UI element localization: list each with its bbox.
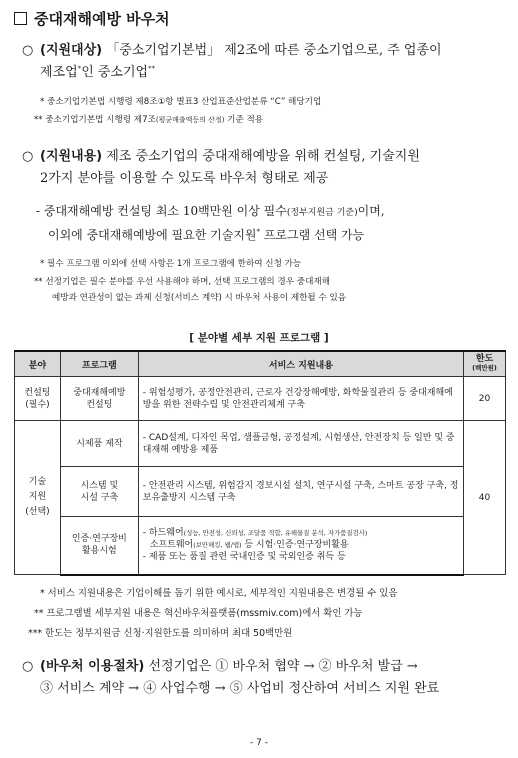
table-row	[15, 517, 506, 575]
cell-limit: 20	[464, 377, 506, 421]
note-criteria	[34, 112, 263, 128]
table-row	[15, 467, 506, 517]
dash-text: - 중대재해예방 컨설팅 최소 10백만원 이상 필수	[36, 204, 287, 218]
table-row	[15, 421, 506, 467]
content-sub: (성능, 안전성, 신뢰성, 조달품 적합, 유해물질 분석, 자가품질검사)	[183, 529, 368, 538]
note-criteria-tail: 기준 적용	[224, 115, 264, 125]
cell-limit: 40	[464, 421, 506, 575]
note-criteria-sub: (평균매출액등의 산정)	[155, 116, 225, 124]
cell-program	[60, 517, 138, 575]
table-header-row	[15, 351, 506, 377]
procedure-text: 선정기업은 ① 바우처 협약 → ② 바우처 발급 →	[148, 659, 418, 674]
section-title-text: 중대재해예방 바우처	[34, 10, 170, 28]
field-text: (필수)	[25, 399, 50, 410]
cell-field	[15, 421, 61, 575]
note-restriction: 예방과 연관성이 없는 과제 신청(서비스 계약) 시 바우처 사용이 제한될 수 있음	[52, 293, 347, 303]
content-sub: (보안해킹, 웹/앱)	[193, 541, 242, 550]
content-text: 등 시험·인증·연구장비활용	[241, 540, 349, 551]
header-limit	[464, 351, 506, 377]
support-content-label: (지원내용)	[40, 149, 103, 164]
support-target-text: 「중소기업기본법」 제2조에 따른 중소기업으로, 주 업종이	[106, 43, 442, 58]
dash-text-2: 이외에 중대재해예방에 필요한 기술지원	[48, 228, 257, 242]
dash-sub: (정부지원금 기준)	[286, 208, 358, 218]
content-text: - 제품 또는 품질 관련 국내인증 및 국외인증 취득 등	[142, 552, 346, 563]
procedure-label: (바우처 이용절차)	[40, 659, 145, 674]
program-text: 인증·연구장비	[71, 534, 127, 545]
content-text: 소프트웨어	[149, 540, 194, 551]
bullet-procedure	[22, 656, 510, 700]
bullet-support-target	[22, 40, 510, 84]
table-row	[15, 377, 506, 421]
program-text: 시스템 및	[80, 480, 119, 491]
header-limit-text: 한도	[475, 354, 494, 364]
section-title	[14, 8, 170, 29]
circle-bullet-icon: ○	[22, 149, 34, 164]
content-text: - 하드웨어	[142, 528, 184, 539]
footnote-mark: **	[148, 64, 156, 73]
footnote-mark: *	[256, 228, 261, 236]
note-industry: * 중소기업기본법 시행령 제8조①항 별표3 산업표준산업분류 “C” 해당기업	[40, 97, 322, 107]
support-content-text-2: 2가지 분야를 이용할 수 있도록 바우처 형태로 제공	[40, 171, 329, 186]
cell-content: - 위험성평가, 공정안전관리, 근로자 건강장해예방, 화학물질관리 등 중대재해예방을 위한 전략수립 및 안전관리체계 구축	[138, 377, 463, 421]
cell-content: - CAD설계, 디자인 목업, 샘플금형, 공정설계, 시험생산, 안전장치 등 일반 및 중대재해 예방용 제품	[138, 421, 463, 467]
footnote-1: * 서비스 지원내용은 기업이해를 돕기 위한 예시로, 세부적인 지원내용은 변경될 수 있음	[40, 588, 398, 599]
program-text: 중대재해예방	[73, 387, 126, 398]
support-content-text: 제조 중소기업의 중대재해예방을 위해 컨설팅, 기술지원	[106, 149, 420, 164]
cell-program	[60, 467, 138, 517]
table-caption: [ 분야별 세부 지원 프로그램 ]	[189, 332, 329, 344]
support-target-text-3: 인 중소기업	[81, 65, 149, 80]
header-program: 프로그램	[60, 351, 138, 377]
circle-bullet-icon: ○	[22, 659, 34, 674]
field-text: 지원	[28, 492, 47, 502]
program-text: 활용시험	[81, 546, 117, 557]
support-target-label: (지원대상)	[40, 43, 103, 58]
header-limit-unit: (백만원)	[472, 364, 497, 372]
program-table	[14, 350, 506, 576]
header-field: 분야	[15, 351, 61, 377]
footnote-2: ** 프로그램별 세부지원 내용은 혁신바우처플랫폼(mssmiv.com)에서 확인 가능	[34, 608, 363, 619]
header-content: 서비스 지원내용	[138, 351, 463, 377]
footnote-3: *** 한도는 정부지원금 신청·지원한도를 의미하며 최대 50백만원	[28, 628, 293, 639]
dash-tail: 이며,	[357, 204, 385, 218]
field-text: 컨설팅	[24, 387, 51, 398]
bullet-support-content	[22, 146, 510, 190]
note-criteria-text: ** 중소기업기본법 시행령 제7조	[34, 115, 156, 125]
procedure-text-2: ③ 서비스 계약 → ④ 사업수행 → ⑤ 사업비 정산하여 서비스 지원 완료	[40, 681, 440, 696]
dash-consulting-required	[36, 200, 506, 246]
circle-bullet-icon: ○	[22, 43, 34, 58]
cell-content: - 안전관리 시스템, 위험감지 경보시설 설치, 연구시설 구축, 스마트 공장 구축, 정보유출방지 시스템 구축	[138, 467, 463, 517]
cell-content	[138, 517, 463, 575]
cell-program	[60, 377, 138, 421]
note-priority: ** 선정기업은 필수 분야를 우선 사용해야 하며, 선택 프로그램의 경우 중대재해	[34, 277, 330, 287]
page-number: - 7 -	[250, 738, 268, 748]
cell-field	[15, 377, 61, 421]
note-selection: * 필수 프로그램 이외에 선택 사항은 1개 프로그램에 한하여 신청 가능	[40, 259, 302, 269]
dash-text-3: 프로그램 선택 가능	[260, 228, 365, 242]
cell-program: 시제품 제작	[60, 421, 138, 467]
field-text: (선택)	[25, 507, 50, 517]
checkbox-square-icon	[14, 12, 27, 25]
program-text: 컨설팅	[86, 399, 113, 410]
field-text: 기술	[28, 477, 47, 487]
footnote-mark: *	[77, 64, 82, 73]
support-target-text-2: 제조업	[40, 65, 78, 80]
program-text: 시설 구축	[80, 492, 119, 503]
